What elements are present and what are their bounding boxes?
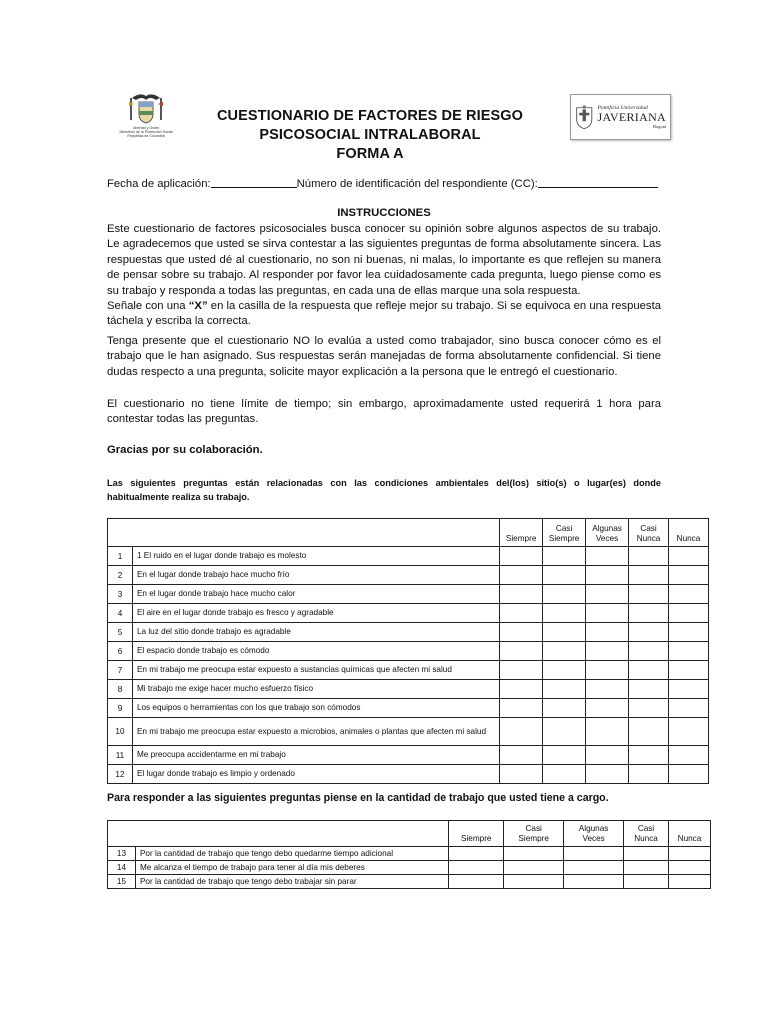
university-seal-icon [575,102,594,132]
question-text: 1 El ruido en el lugar donde trabajo es molesto [132,547,499,566]
university-name: JAVERIANA [597,110,666,124]
question-text: En el lugar donde trabajo hace mucho calor [132,585,499,604]
coat-of-arms-icon [126,90,166,126]
question-text: Me preocupa accidentarme en mi trabajo [132,746,499,765]
question-number: 3 [108,585,133,604]
question-number: 15 [108,875,136,889]
answer-cell[interactable] [543,661,586,680]
question-number: 12 [108,765,133,784]
id-label: Número de identificación del respondiente (CC): [296,178,538,190]
answer-cell[interactable] [500,661,543,680]
instructions-paragraph-3: Tenga presente que el cuestionario NO lo evalúa a usted como trabajador, sino busca conocer cómo es el trabajo que le han asignado. Sus respuestas serán manejadas de forma absolutamente confidencial. Si tiene dudas respecto a una pregunta, solicite mayor explicación a la persona que le entregó el cuestionario. [107,335,661,378]
question-number: 6 [108,642,133,661]
answer-cell[interactable] [543,642,586,661]
answer-cell[interactable] [564,847,624,861]
column-header-line: Siempre [505,534,537,543]
answer-cell[interactable] [624,847,669,861]
answer-cell[interactable] [500,623,543,642]
answer-cell[interactable] [669,585,709,604]
ministry-logo [108,90,184,146]
p2-text-start: Señale con una [107,300,189,312]
answer-cell[interactable] [543,680,586,699]
column-header-line: Nunca [634,834,658,843]
table1-header-row [108,519,709,547]
column-header-line: Veces [595,534,619,543]
answer-cell[interactable] [500,604,543,623]
answer-cell[interactable] [586,699,629,718]
answer-cell[interactable] [669,861,711,875]
col-algunas-veces [586,519,629,547]
answer-cell[interactable] [629,566,669,585]
col-nunca [669,519,709,547]
table-row [108,566,709,585]
answer-cell[interactable] [586,547,629,566]
question-number: 8 [108,680,133,699]
table-row [108,861,711,875]
ministry-text-1: Libertad y Orden [132,126,160,130]
answer-cell[interactable] [629,765,669,784]
answer-cell[interactable] [624,861,669,875]
question-number: 7 [108,661,133,680]
answer-cell[interactable] [586,746,629,765]
questions-table-1 [107,518,709,784]
answer-cell[interactable] [504,847,564,861]
fecha-label: Fecha de aplicación: [107,178,211,190]
header-blank-cell [108,821,449,847]
answer-cell[interactable] [629,680,669,699]
col-algunas-veces [564,821,624,847]
question-number: 11 [108,746,133,765]
answer-cell[interactable] [449,875,504,889]
answer-cell[interactable] [669,699,709,718]
p2-text-end: en la casilla de la respuesta que refleje mejor su trabajo. Si se equivoca en una respuesta táchela y escriba la correcta. [107,300,661,328]
answer-cell[interactable] [669,765,709,784]
answer-cell[interactable] [500,765,543,784]
question-number: 10 [108,718,133,746]
respondent-info-line [107,177,667,190]
answer-cell[interactable] [543,765,586,784]
answer-cell[interactable] [500,585,543,604]
question-number: 1 [108,547,133,566]
question-number: 14 [108,861,136,875]
instructions-title: INSTRUCCIONES [337,207,431,219]
answer-cell[interactable] [500,680,543,699]
answer-cell[interactable] [586,718,629,746]
answer-cell[interactable] [504,861,564,875]
ministry-text-2: Ministerio de la Protección Social [119,130,173,135]
instructions-paragraph-1: Este cuestionario de factores psicosociales busca conocer su opinión sobre algunos aspectos de su trabajo. Le agradecemos que usted se sirva contestar a las siguientes preguntas de forma absolutamente sincera. Las respuestas que usted dé al cuestionario, no son ni buenas, ni malas, lo importante es que reflejen su manera de pensar sobre su trabajo. Al responder por favor lea cuidadosamente cada pregunta, luego piense como es su trabajo y responda a todas las preguntas, en cada una de ellas marque una sola respuesta. [107,223,661,297]
column-header-line: Nunca [677,834,702,843]
section2-intro: Para responder a las siguientes preguntas piense en la cantidad de trabajo que usted tiene a cargo. [107,792,609,804]
answer-cell[interactable] [669,680,709,699]
answer-cell[interactable] [629,642,669,661]
answer-cell[interactable] [669,642,709,661]
answer-cell[interactable] [543,623,586,642]
col-siempre [449,821,504,847]
instructions-paragraph-2 [107,299,661,330]
section1-intro: Las siguientes preguntas están relacionadas con las condiciones ambientales del(los) sitio(s) o lugar(es) donde habitualmente realiza su trabajo. [107,478,661,502]
question-text: En el lugar donde trabajo hace mucho frío [132,566,499,585]
table-row [108,875,711,889]
column-header-line: Casi [525,824,542,833]
table-row [108,585,709,604]
fecha-field[interactable] [211,177,297,188]
title-line-2: PSICOSOCIAL INTRALABORAL [259,127,481,143]
answer-cell[interactable] [586,642,629,661]
answer-cell[interactable] [669,604,709,623]
table-row [108,680,709,699]
answer-cell[interactable] [543,566,586,585]
column-header-line: Algunas [592,524,622,533]
answer-cell[interactable] [543,718,586,746]
col-nunca [669,821,711,847]
question-number: 9 [108,699,133,718]
answer-cell[interactable] [669,547,709,566]
table-row [108,642,709,661]
question-text: Me alcanza el tiempo de trabajo para tener al día mis deberes [135,861,448,875]
table-row [108,699,709,718]
answer-cell[interactable] [629,699,669,718]
answer-cell[interactable] [500,718,543,746]
col-siempre [500,519,543,547]
answer-cell[interactable] [543,547,586,566]
answer-cell[interactable] [500,642,543,661]
col-casi-siempre [504,821,564,847]
answer-cell[interactable] [500,566,543,585]
question-text: Por la cantidad de trabajo que tengo debo quedarme tiempo adicional [135,847,448,861]
col-casi-siempre [543,519,586,547]
table-row [108,547,709,566]
question-text: Los equipos o herramientas con los que trabajo son cómodos [132,699,499,718]
question-text: El lugar donde trabajo es limpio y ordenado [132,765,499,784]
column-header-line: Nunca [636,534,661,543]
answer-cell[interactable] [669,718,709,746]
answer-cell[interactable] [669,623,709,642]
question-text: En mi trabajo me preocupa estar expuesto a sustancias químicas que afecten mi salud [132,661,499,680]
id-field[interactable] [538,177,658,188]
javeriana-logo [570,94,671,140]
column-header-line: Veces [582,834,605,843]
column-header-line: Nunca [676,534,701,543]
answer-cell[interactable] [500,746,543,765]
question-number: 5 [108,623,133,642]
answer-cell[interactable] [504,875,564,889]
col-casi-nunca [629,519,669,547]
answer-cell[interactable] [543,746,586,765]
title-line-1: CUESTIONARIO DE FACTORES DE RIESGO [216,108,524,124]
table-row [108,623,709,642]
answer-cell[interactable] [629,547,669,566]
answer-cell[interactable] [586,604,629,623]
answer-cell[interactable] [586,680,629,699]
question-text: El espacio donde trabajo es cómodo [132,642,499,661]
answer-cell[interactable] [564,861,624,875]
answer-cell[interactable] [669,661,709,680]
table-row [108,746,709,765]
answer-cell[interactable] [543,699,586,718]
answer-cell[interactable] [586,661,629,680]
answer-cell[interactable] [543,604,586,623]
answer-cell[interactable] [669,875,711,889]
question-text: Mi trabajo me exige hacer mucho esfuerzo físico [132,680,499,699]
answer-cell[interactable] [629,661,669,680]
question-text: El aire en el lugar donde trabajo es fresco y agradable [132,604,499,623]
answer-cell[interactable] [669,847,711,861]
table-row [108,847,711,861]
answer-cell[interactable] [586,623,629,642]
questions-table-2 [107,820,711,889]
question-text: La luz del sitio donde trabajo es agradable [132,623,499,642]
column-header-line: Siempre [461,834,492,843]
column-header-line: Siempre [548,534,580,543]
question-text: Por la cantidad de trabajo que tengo debo trabajar sin parar [135,875,448,889]
question-number: 13 [108,847,136,861]
answer-cell[interactable] [586,566,629,585]
answer-cell[interactable] [629,718,669,746]
answer-cell[interactable] [629,604,669,623]
question-text: En mi trabajo me preocupa estar expuesto a microbios, animales o plantas que afecten mi salud [132,718,499,746]
university-line-1: Pontificia Universidad [597,105,648,111]
column-header-line: Algunas [578,824,609,833]
table-row [108,661,709,680]
answer-cell[interactable] [586,585,629,604]
answer-cell[interactable] [624,875,669,889]
answer-cell[interactable] [669,566,709,585]
p2-mark: “X” [188,300,208,312]
title-line-3: FORMA A [336,146,404,162]
answer-cell[interactable] [629,746,669,765]
answer-cell[interactable] [449,847,504,861]
question-number: 4 [108,604,133,623]
question-number: 2 [108,566,133,585]
instructions-paragraph-4: El cuestionario no tiene límite de tiempo; sin embargo, aproximadamente usted requerirá 1 hora para contestar todas las preguntas. [107,398,661,426]
column-header-line: Siempre [518,834,549,843]
thanks-text: Gracias por su colaboración. [107,444,263,456]
answer-cell[interactable] [669,746,709,765]
table-row [108,718,709,746]
answer-cell[interactable] [564,875,624,889]
table-row [108,604,709,623]
answer-cell[interactable] [500,547,543,566]
col-casi-nunca [624,821,669,847]
answer-cell[interactable] [629,585,669,604]
university-city: Bogotá [653,124,666,129]
column-header-line: Casi [637,824,655,833]
document-title [190,107,550,164]
answer-cell[interactable] [449,861,504,875]
answer-cell[interactable] [629,623,669,642]
table-row [108,765,709,784]
column-header-line: Casi [555,524,573,533]
answer-cell[interactable] [586,765,629,784]
table2-header-row [108,821,711,847]
answer-cell[interactable] [543,585,586,604]
ministry-text-3: República de Colombia [127,134,165,139]
answer-cell[interactable] [500,699,543,718]
column-header-line: Casi [640,524,657,533]
header-blank-cell [108,519,500,547]
